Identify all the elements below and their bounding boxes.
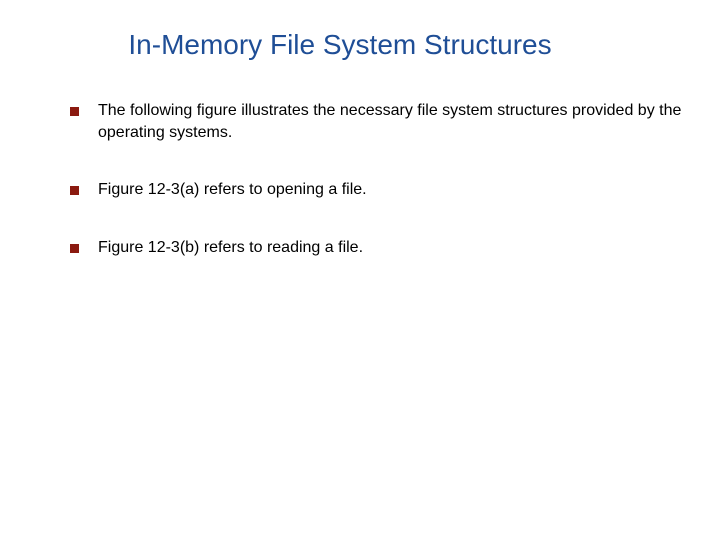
square-bullet-icon bbox=[70, 107, 79, 116]
square-bullet-icon bbox=[70, 244, 79, 253]
bullet-item bbox=[70, 100, 705, 144]
bullet-item bbox=[70, 237, 705, 259]
slide-title bbox=[0, 26, 720, 64]
square-bullet-icon bbox=[70, 186, 79, 195]
bullet-text: Figure 12-3(b) refers to reading a file. bbox=[98, 239, 364, 256]
bullet-text: Figure 12-3(a) refers to opening a file. bbox=[98, 181, 367, 198]
bullet-text: The following figure illustrates the necessary file system structures provided by the operating systems. bbox=[98, 102, 682, 141]
slide-title-text: In-Memory File System Structures bbox=[128, 29, 552, 60]
bullet-list bbox=[70, 100, 705, 295]
bullet-item bbox=[70, 179, 705, 201]
